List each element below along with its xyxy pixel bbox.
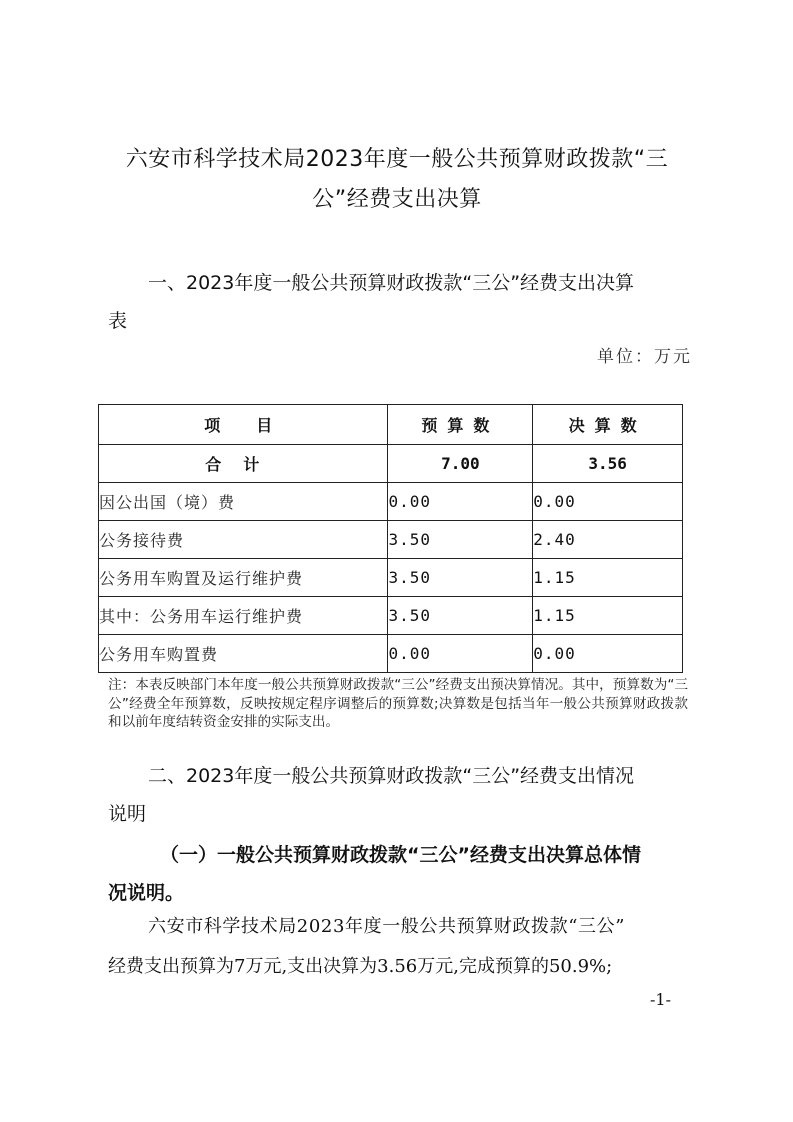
expenditure-table: [98, 404, 683, 673]
body-paragraph-line-1: 六安市科学技术局2023年度一般公共预算财政拨款“三公”: [148, 916, 626, 937]
table-footnote: 注：本表反映部门本年度一般公共预算财政拨款“三公”经费支出预决算情况。其中，预算数为“三公”经费全年预算数，反映按规定程序调整后的预算数;决算数是包括当年一般公共预算财政拨款和以前年度结转资金安排的实际支出。: [108, 677, 688, 730]
table-row: [99, 559, 683, 597]
subsection-1-heading-line-1: （一）一般公共预算财政拨款“三公”经费支出决算总体情: [160, 844, 641, 866]
total-actual: 3.56: [533, 445, 683, 483]
section-1-heading-line-1: 一、2023年度一般公共预算财政拨款“三公”经费支出决算: [148, 272, 635, 294]
section-2-heading-line-2: 说明: [108, 803, 147, 825]
subsection-1-heading-line-2: 况说明。: [108, 882, 185, 904]
header-item: 项 目: [99, 405, 388, 445]
row-budget: 3.50: [388, 597, 533, 635]
body-paragraph-line-2: 经费支出预算为7万元,支出决算为3.56万元,完成预算的50.9%;: [108, 956, 613, 977]
unit-label: 单位：万元: [597, 347, 692, 367]
row-label: 公务用车购置及运行维护费: [99, 559, 388, 597]
total-label: 合计: [99, 445, 388, 483]
table-header-row: [99, 405, 683, 445]
total-budget: 7.00: [388, 445, 533, 483]
row-actual: 1.15: [533, 597, 683, 635]
document-title-line-1: 六安市科学技术局2023年度一般公共预算财政拨款“三: [125, 147, 669, 172]
table-total-row: [99, 445, 683, 483]
row-label: 公务接待费: [99, 521, 388, 559]
row-label: 其中：公务用车运行维护费: [99, 597, 388, 635]
document-title-line-2: 公”经费支出决算: [312, 187, 482, 212]
page-number: -1-: [650, 990, 671, 1009]
header-actual: 决算数: [533, 405, 683, 445]
table-row: [99, 521, 683, 559]
table-row: [99, 483, 683, 521]
row-actual: 0.00: [533, 635, 683, 673]
header-budget: 预算数: [388, 405, 533, 445]
row-budget: 0.00: [388, 483, 533, 521]
row-label: 公务用车购置费: [99, 635, 388, 673]
section-1-heading-line-2: 表: [108, 310, 128, 332]
section-2-heading-line-1: 二、2023年度一般公共预算财政拨款“三公”经费支出情况: [148, 765, 635, 787]
row-actual: 2.40: [533, 521, 683, 559]
row-actual: 0.00: [533, 483, 683, 521]
table-row: [99, 635, 683, 673]
row-actual: 1.15: [533, 559, 683, 597]
row-budget: 3.50: [388, 521, 533, 559]
row-budget: 3.50: [388, 559, 533, 597]
row-budget: 0.00: [388, 635, 533, 673]
row-label: 因公出国（境）费: [99, 483, 388, 521]
table-row: [99, 597, 683, 635]
